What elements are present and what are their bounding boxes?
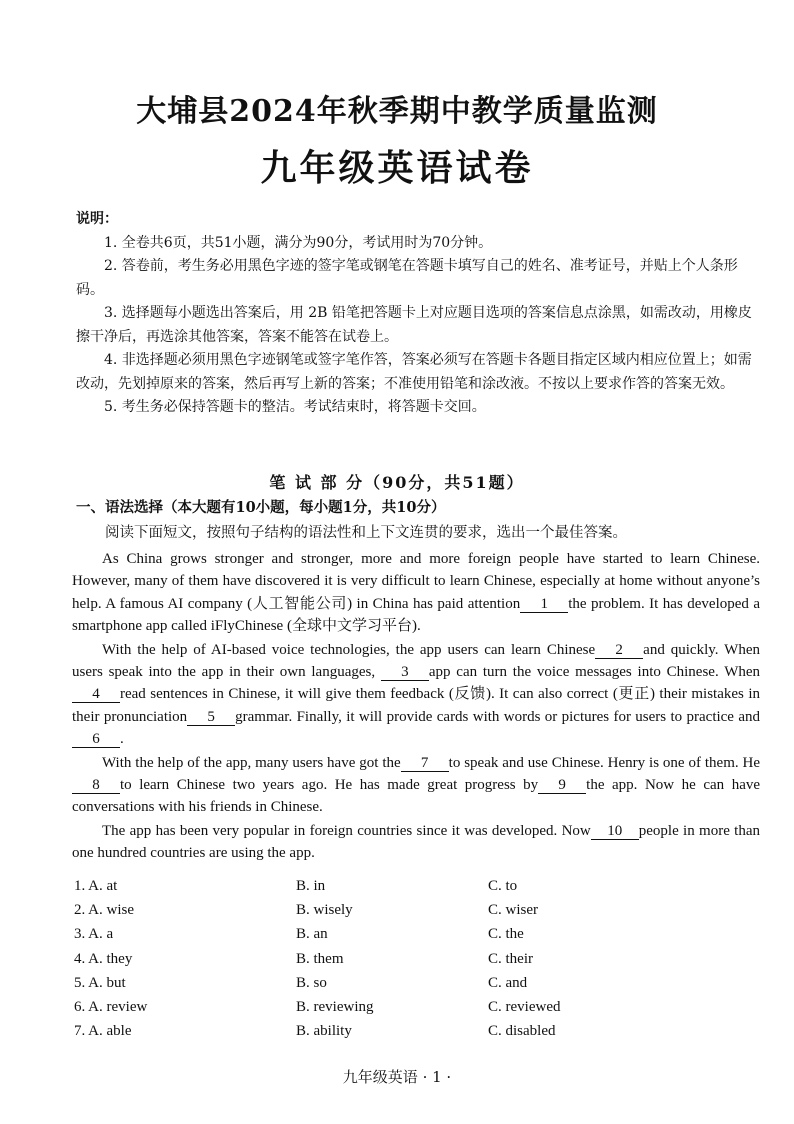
instruction-item: 4. 非选择题必须用黑色字迹钢笔或签字笔作答，答案必须写在答题卡各题目指定区域内相应位置上；如需改动，先划掉原来的答案，然后再写上新的答案；不准使用铅笔和涂改液。不按以上要求作答的答案无效。 — [76, 352, 752, 392]
instruction-item: 3. 选择题每小题选出答案后，用 2B 铅笔把答题卡上对应题目选项的答案信息点涂黑，如需改动，用橡皮擦干净后，再选涂其他答案，答案不能答在试卷上。 — [76, 305, 752, 345]
blank-7: 7 — [401, 755, 449, 772]
blank-6: 6 — [72, 731, 120, 748]
option-row-5 — [74, 975, 674, 999]
option-row-6 — [74, 999, 674, 1023]
blank-2: 2 — [595, 642, 643, 659]
option-c: C. wiser — [488, 902, 538, 919]
option-c: C. their — [488, 950, 533, 967]
exam-title: 大埔县2024年秋季期中教学质量监测 — [136, 94, 658, 129]
option-a: 5. A. but — [74, 974, 126, 991]
answer-options — [74, 878, 674, 1047]
option-b: B. so — [296, 974, 327, 991]
passage-text: With the help of the app, many users have got the — [102, 754, 401, 771]
option-row-3 — [74, 926, 674, 950]
option-a: 7. A. able — [74, 1023, 132, 1040]
option-b: B. in — [296, 878, 326, 894]
instructions-heading: 说明： — [76, 211, 118, 227]
blank-4: 4 — [72, 686, 120, 703]
passage-text: the problem. It has developed a smartphone app called iFlyChinese (全球中文学习平台). — [72, 595, 761, 635]
blank-5: 5 — [187, 709, 235, 726]
passage-paragraph-4 — [72, 820, 760, 865]
instruction-item: 2. 答卷前，考生务必用黑色字迹的签字笔或钢笔在答题卡填写自己的姓名、准考证号，并贴上个人条形码。 — [76, 258, 738, 298]
part1-directions: 阅读下面短文，按照句子结构的语法性和上下文连贯的要求，选出一个最佳答案。 — [105, 525, 627, 541]
option-c: C. disabled — [488, 1023, 556, 1040]
blank-8: 8 — [72, 777, 120, 794]
option-b: B. reviewing — [296, 998, 374, 1015]
page-footer: 九年级英语 · 1 · — [342, 1068, 452, 1086]
passage-text: The app has been very popular in foreign countries since it was developed. Now — [102, 822, 591, 839]
option-a: 2. A. wise — [74, 902, 134, 919]
blank-3: 3 — [381, 664, 429, 681]
option-row-2 — [74, 902, 674, 926]
option-a: 6. A. review — [74, 998, 148, 1015]
blank-10: 10 — [591, 823, 639, 840]
passage-text: and quickly. When users speak into the app in their own languages, — [72, 641, 760, 681]
blank-1: 1 — [520, 596, 568, 613]
instruction-item: 1. 全卷共6页，共51小题，满分为90分，考试用时为70分钟。 — [104, 234, 493, 251]
option-a: 4. A. they — [74, 950, 133, 967]
option-c: C. the — [488, 926, 524, 943]
option-row-1 — [74, 878, 674, 902]
option-c: C. reviewed — [488, 998, 561, 1015]
option-a: 3. A. a — [74, 926, 114, 943]
part1-heading: 一、语法选择（本大题有10小题，每小题1分，共10分） — [76, 499, 446, 516]
passage-paragraph-3 — [72, 752, 760, 819]
option-c: C. to — [488, 878, 518, 894]
blank-9: 9 — [538, 777, 586, 794]
passage-text: . — [120, 731, 124, 748]
option-b: B. wisely — [296, 902, 353, 919]
option-row-4 — [74, 951, 674, 975]
passage-paragraph-2 — [72, 639, 760, 751]
passage-text: grammar. Finally, it will provide cards with words or pictures for users to practice and — [235, 708, 760, 725]
passage-text: With the help of AI-based voice technologies, the app users can learn Chinese — [102, 641, 596, 658]
section-title: 笔 试 部 分（90分，共51题） — [269, 473, 525, 492]
instruction-item: 5. 考生务必保持答题卡的整洁。考试结束时，将答题卡交回。 — [104, 399, 486, 415]
passage-text: people in more than one hundred countries are using the app. — [72, 822, 760, 862]
exam-subtitle: 九年级英语试卷 — [260, 147, 534, 189]
option-b: B. ability — [296, 1023, 352, 1040]
passage-text: app can turn the voice messages into Chinese. When — [428, 664, 761, 681]
option-c: C. and — [488, 974, 528, 991]
option-a: 1. A. at — [74, 878, 118, 894]
passage-text: As China grows stronger and stronger, more and more foreign people have started to learn Chinese. However, many of them have discovered it is very difficult to learn Chinese, especially at home without anyone’s help. A famous AI company (人工智能公司) in China has paid attention — [72, 551, 760, 612]
passage-text: to learn Chinese two years ago. He has made great progress by — [120, 777, 539, 794]
instructions — [76, 208, 756, 420]
passage-text: the app. Now he can have conversations with his friends in Chinese. — [72, 777, 761, 816]
passage-text: read sentences in Chinese, it will give them feedback (反馈). It can also correct (更正) their mistakes in their pronunciation — [72, 686, 760, 725]
option-b: B. them — [296, 950, 344, 967]
passage-text: to speak and use Chinese. Henry is one of them. He — [448, 754, 760, 771]
option-b: B. an — [296, 926, 328, 943]
reading-passage — [72, 548, 760, 866]
passage-paragraph-1 — [72, 548, 760, 638]
option-row-7 — [74, 1023, 674, 1047]
